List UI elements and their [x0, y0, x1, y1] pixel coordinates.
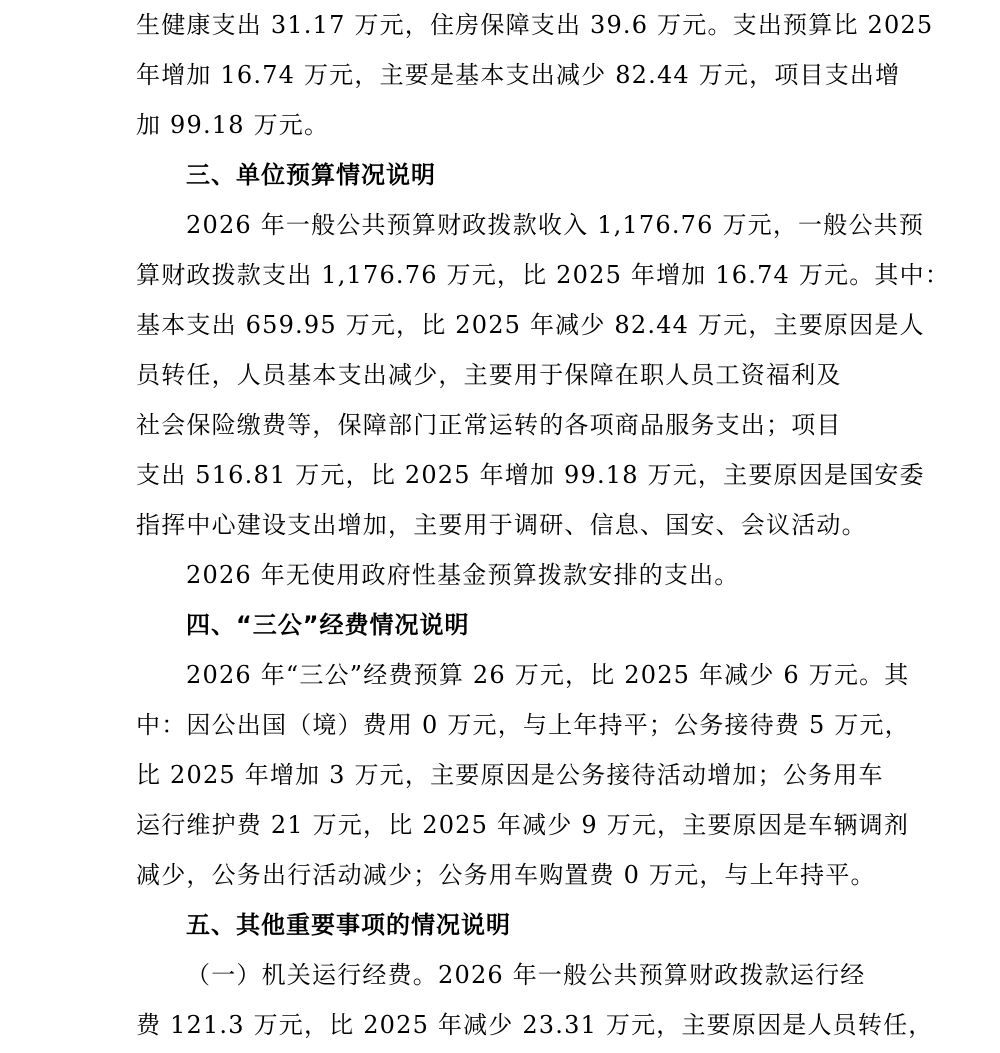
- body-text-line: 生健康支出 31.17 万元，住房保障支出 39.6 万元。支出预算比 2025: [136, 11, 934, 39]
- section-heading: 四、“三公”经费情况说明: [186, 611, 470, 639]
- body-text-line: 员转任，人员基本支出减少，主要用于保障在职人员工资福利及: [136, 361, 842, 389]
- body-text-line: 指挥中心建设支出增加，主要用于调研、信息、国安、会议活动。: [136, 511, 867, 539]
- body-text-line: （一）机关运行经费。2026 年一般公共预算财政拨款运行经: [186, 961, 866, 989]
- body-text-line: 2026 年“三公”经费预算 26 万元，比 2025 年减少 6 万元。其: [186, 661, 910, 689]
- body-text-line: 2026 年无使用政府性基金预算拨款安排的支出。: [186, 561, 740, 589]
- body-text-line: 加 99.18 万元。: [136, 111, 330, 139]
- body-text-line: 费 121.3 万元，比 2025 年减少 23.31 万元，主要原因是人员转任，: [136, 1011, 934, 1039]
- section-heading: 三、单位预算情况说明: [186, 161, 436, 189]
- body-text-line: 社会保险缴费等，保障部门正常运转的各项商品服务支出；项目: [136, 411, 842, 439]
- body-text-line: 算财政拨款支出 1,176.76 万元，比 2025 年增加 16.74 万元。其中：: [136, 261, 951, 289]
- body-text-line: 年增加 16.74 万元，主要是基本支出减少 82.44 万元，项目支出增: [136, 61, 901, 89]
- body-text-line: 运行维护费 21 万元，比 2025 年减少 9 万元，主要原因是车辆调剂: [136, 811, 910, 839]
- body-text-line: 支出 516.81 万元，比 2025 年增加 99.18 万元，主要原因是国安委: [136, 461, 925, 489]
- body-text-line: 中：因公出国（境）费用 0 万元，与上年持平；公务接待费 5 万元，: [136, 711, 910, 739]
- body-text-line: 比 2025 年增加 3 万元，主要原因是公务接待活动增加；公务用车: [136, 761, 884, 789]
- body-text-line: 2026 年一般公共预算财政拨款收入 1,176.76 万元，一般公共预: [186, 211, 925, 239]
- body-text-line: 减少，公务出行活动减少；公务用车购置费 0 万元，与上年持平。: [136, 861, 876, 889]
- body-text-line: 基本支出 659.95 万元，比 2025 年减少 82.44 万元，主要原因是人: [136, 311, 925, 339]
- section-heading: 五、其他重要事项的情况说明: [186, 911, 511, 939]
